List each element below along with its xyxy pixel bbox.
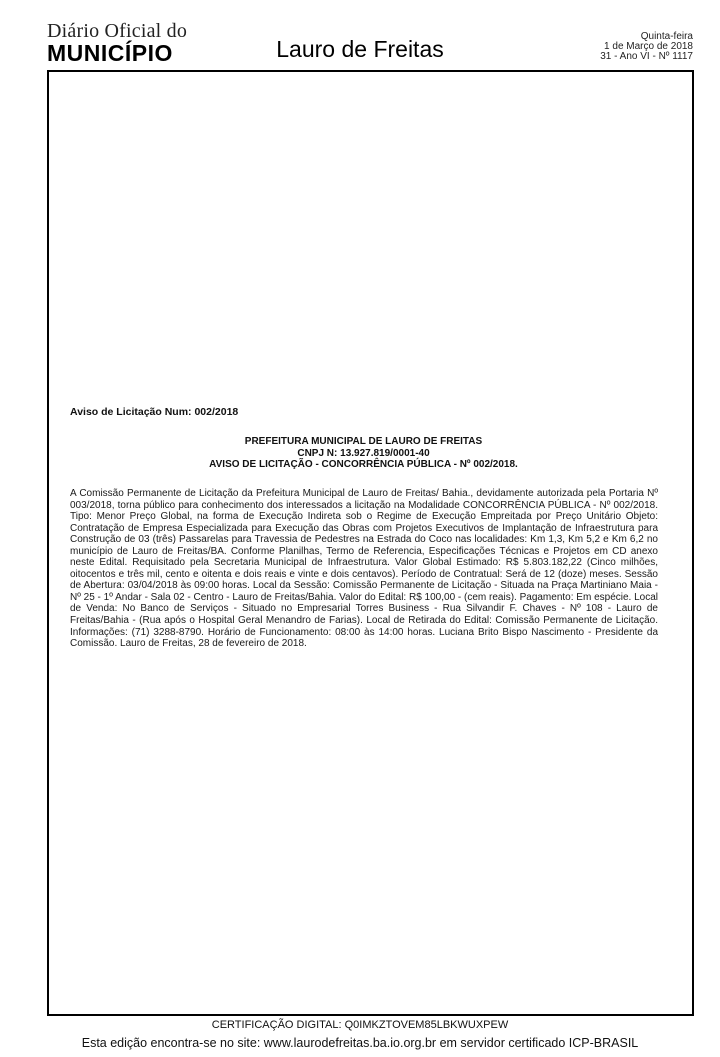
logo-text-top: Diário Oficial do [47,20,188,42]
notice-body: A Comissão Permanente de Licitação da Prefeitura Municipal de Lauro de Freitas/ Bahia., devidamente autorizada pela Portaria Nº 003/2018, torna público para conhecimento dos interessados a licitação na Modalidade CONCORRÊNCIA PÚBLICA - Nº 002/2018. Tipo: Menor Preço Global, na forma de Execução Indireta sob o Regime de Execução Empreitada por Preço Unitário Objeto: Contratação de Empresa Especializada para Execução das Obras com Projetos Executivos de Implantação de Infraestrutura para Construção de 03 (três) Passarelas para Travessia de Pedestres na Estrada do Coco nas localidades: Km 1,3, Km 5,2 e Km 6,2 no município de Lauro de Freitas/BA. Conforme Planilhas, Termo de Referencia, Especificações Técnicas e Projetos em CD anexo neste Edital. Requisitado pela Secretaria Municipal de Infraestrutura. Valor Global Estimado: R$ 5.803.182,22 (Cinco milhões, oitocentos e três mil, cento e oitenta e dois reais e vinte e dois centavos). Período de Contratual: Será de 12 (doze) meses. Sessão de Abertura: 03/04/2018 às 09:00 horas. Local da Sessão: Comissão Permanente de Licitação - Situada na Praça Martiniano Maia - Nº 25 - 1º Andar - Sala 02 - Centro - Lauro de Freitas/Bahia. Valor do Edital: R$ 100,00 - (cem reais). Pagamento: Em espécie. Local de Venda: No Banco de Serviços - Situado no Empresarial Torres Business - Rua Silvandir F. Chaves - Nº 108 - Lauro de Freitas/Bahia - (Rua após o Hospital Geral Menandro de Farias). Local de Retirada do Edital: Comissão Permanente de Licitação. Informações: (71) 3288-8790. Horário de Funcionamento: 08:00 às 14:00 horas. Luciana Brito Bispo Nascimento - Presidente da Comissão. Lauro de Freitas, 28 de fevereiro de 2018. [70,488,658,650]
notice-heading [70,436,657,471]
issue-weekday: Quinta-feira [640,31,693,42]
logo-text-bottom: MUNICÍPIO [47,40,173,66]
heading-line: AVISO DE LICITAÇÃO - CONCORRÊNCIA PÚBLICA - Nº 002/2018. [209,459,518,470]
heading-line: CNPJ N: 13.927.819/0001-40 [297,447,430,459]
issue-date: 1 de Março de 2018 [604,41,693,52]
digital-certification: CERTIFICAÇÃO DIGITAL: Q0IMKZTOVEM85LBKWUXPEW [211,1019,509,1031]
heading-line: PREFEITURA MUNICIPAL DE LAURO DE FREITAS [244,436,483,447]
site-notice: Esta edição encontra-se no site: www.laurodefreitas.ba.io.org.br em servidor certificado ICP-BRASIL [81,1036,639,1050]
city-title: Lauro de Freitas [276,36,444,62]
issue-info [600,32,693,62]
issue-edition: 31 - Ano VI - Nº 1117 [600,51,693,62]
notice-title: Aviso de Licitação Num: 002/2018 [70,406,239,418]
